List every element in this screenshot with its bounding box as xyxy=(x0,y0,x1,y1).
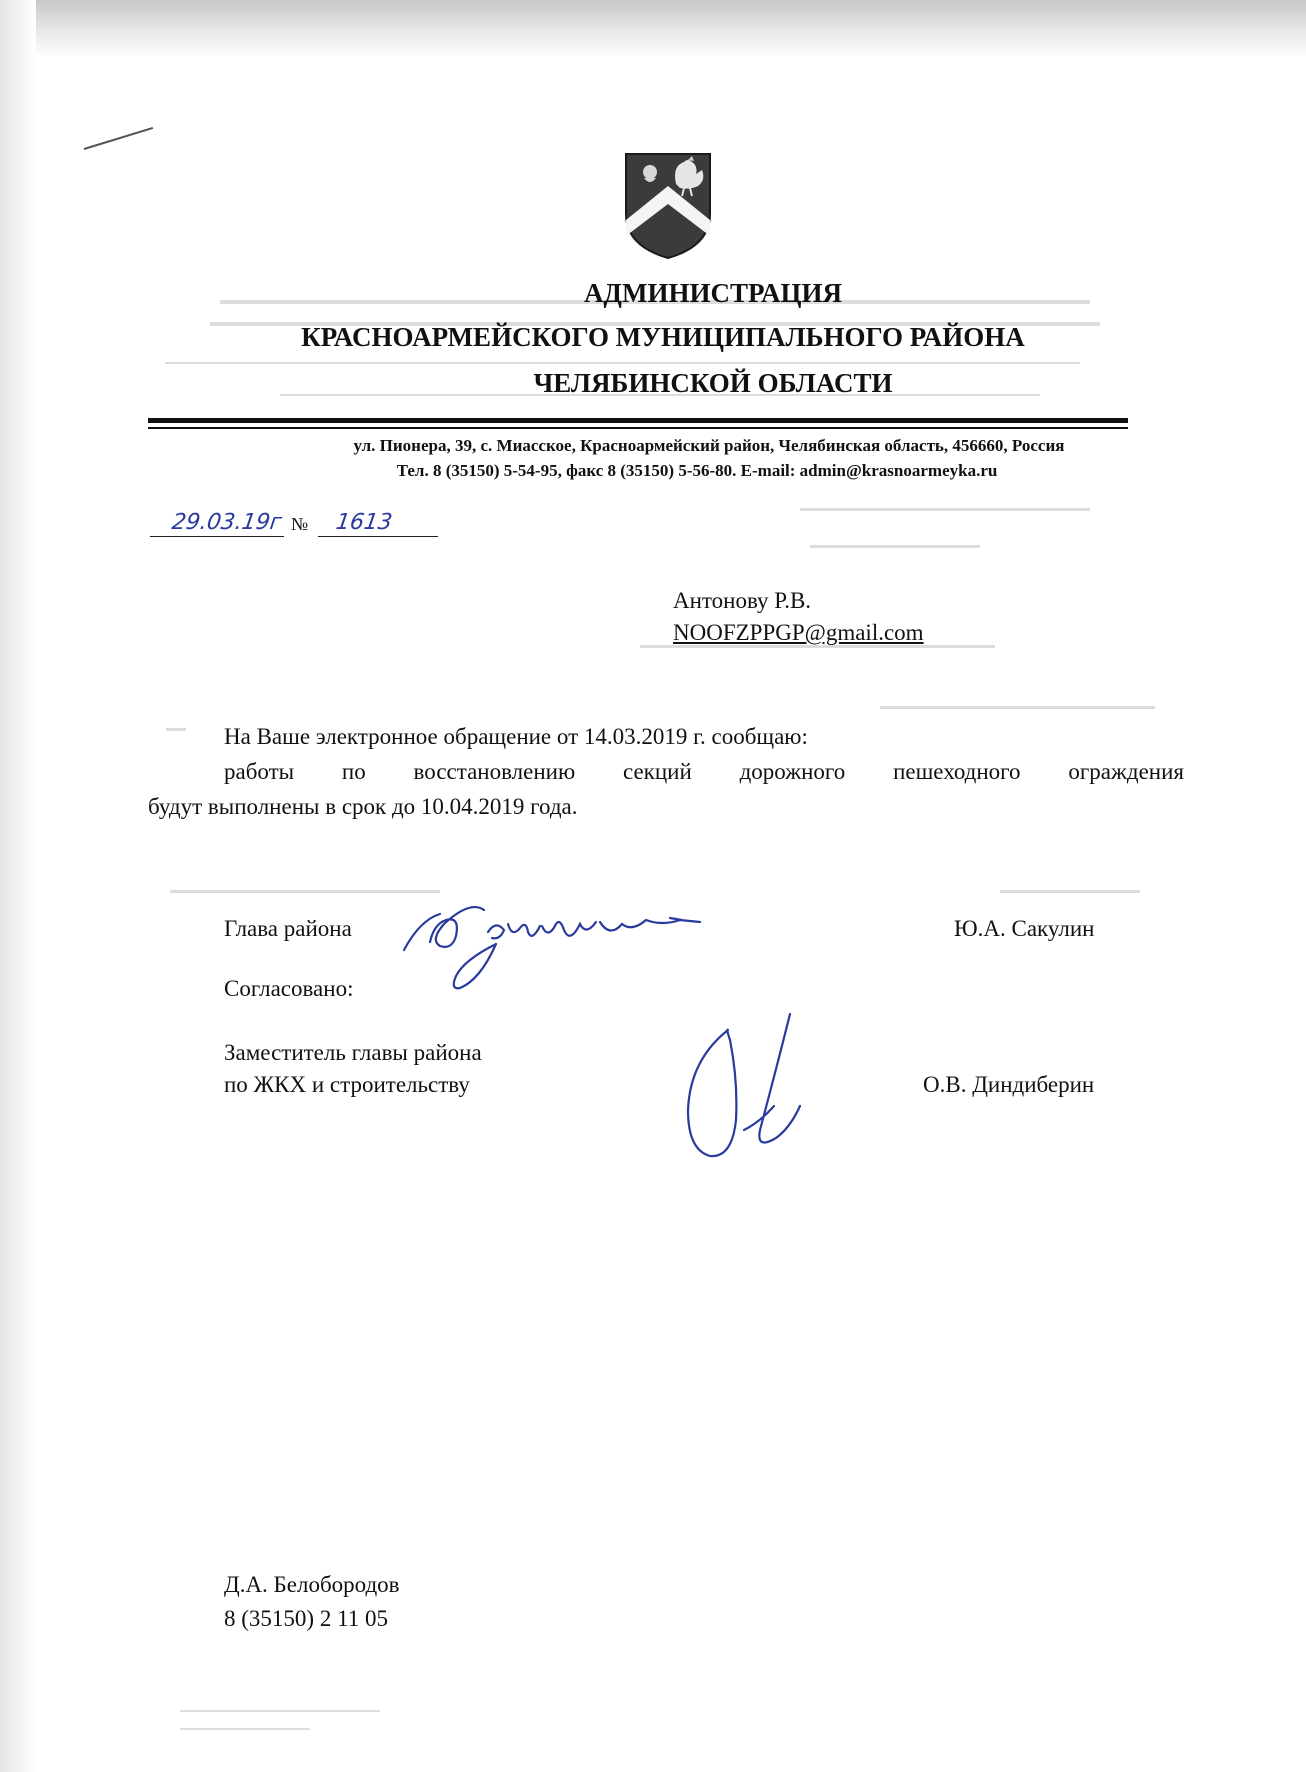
body-paragraph: будут выполнены в срок до 10.04.2019 года. xyxy=(148,794,578,819)
executor-phone: 8 (35150) 2 11 05 xyxy=(224,1606,388,1631)
show-through-line xyxy=(800,508,1090,511)
show-through-line xyxy=(166,728,186,731)
agreed-label: Согласовано: xyxy=(224,976,354,1001)
pencil-mark xyxy=(84,127,153,150)
org-address: ул. Пионера, 39, с. Миасское, Красноармейский район, Челябинская область, 456660, Россия xyxy=(353,436,1065,455)
body-paragraph: На Ваше электронное обращение от 14.03.2019 г. сообщаю: xyxy=(224,724,808,749)
executor-name: Д.А. Белобородов xyxy=(224,1572,400,1597)
org-title-line-3: ЧЕЛЯБИНСКОЙ ОБЛАСТИ xyxy=(533,368,893,398)
org-contacts: Тел. 8 (35150) 5-54-95, факс 8 (35150) 5-56-80. E-mail: admin@krasnoarmeyka.ru xyxy=(396,461,998,480)
header-divider xyxy=(148,427,1128,429)
deputy-signature xyxy=(680,1010,820,1170)
deputy-title-line-1: Заместитель главы района xyxy=(224,1040,482,1065)
header-divider xyxy=(148,418,1128,423)
document-number: 1613 xyxy=(334,510,394,535)
org-title-line-1: АДМИНИСТРАЦИЯ xyxy=(583,278,843,308)
show-through-line xyxy=(165,362,1080,364)
date-underline xyxy=(150,536,284,537)
org-title-line-2: КРАСНОАРМЕЙСКОГО МУНИЦИПАЛЬНОГО РАЙОНА xyxy=(301,322,1025,352)
head-signature xyxy=(400,880,760,1000)
document-date: 29.03.19г xyxy=(170,510,284,535)
number-label: № xyxy=(291,514,309,534)
scan-shadow xyxy=(0,0,1306,58)
scan-shadow-left xyxy=(0,0,36,1772)
show-through-line xyxy=(810,545,980,548)
show-through-line xyxy=(180,1728,310,1730)
recipient-name: Антонову Р.В. xyxy=(673,588,812,613)
number-underline xyxy=(318,536,438,537)
head-title: Глава района xyxy=(224,916,352,941)
coat-of-arms-icon xyxy=(622,150,714,262)
show-through-line xyxy=(880,706,1155,709)
head-name: Ю.А. Сакулин xyxy=(954,916,1095,941)
deputy-title-line-2: по ЖКХ и строительству xyxy=(224,1072,470,1097)
recipient-email: NOOFZPPGP@gmail.com xyxy=(673,620,924,645)
show-through-line xyxy=(180,1710,380,1712)
show-through-line xyxy=(1000,890,1140,893)
deputy-name: О.В. Диндиберин xyxy=(923,1072,1095,1097)
body-paragraph: работы по восстановлению секций дорожного пешеходного ограждения xyxy=(224,759,1184,784)
